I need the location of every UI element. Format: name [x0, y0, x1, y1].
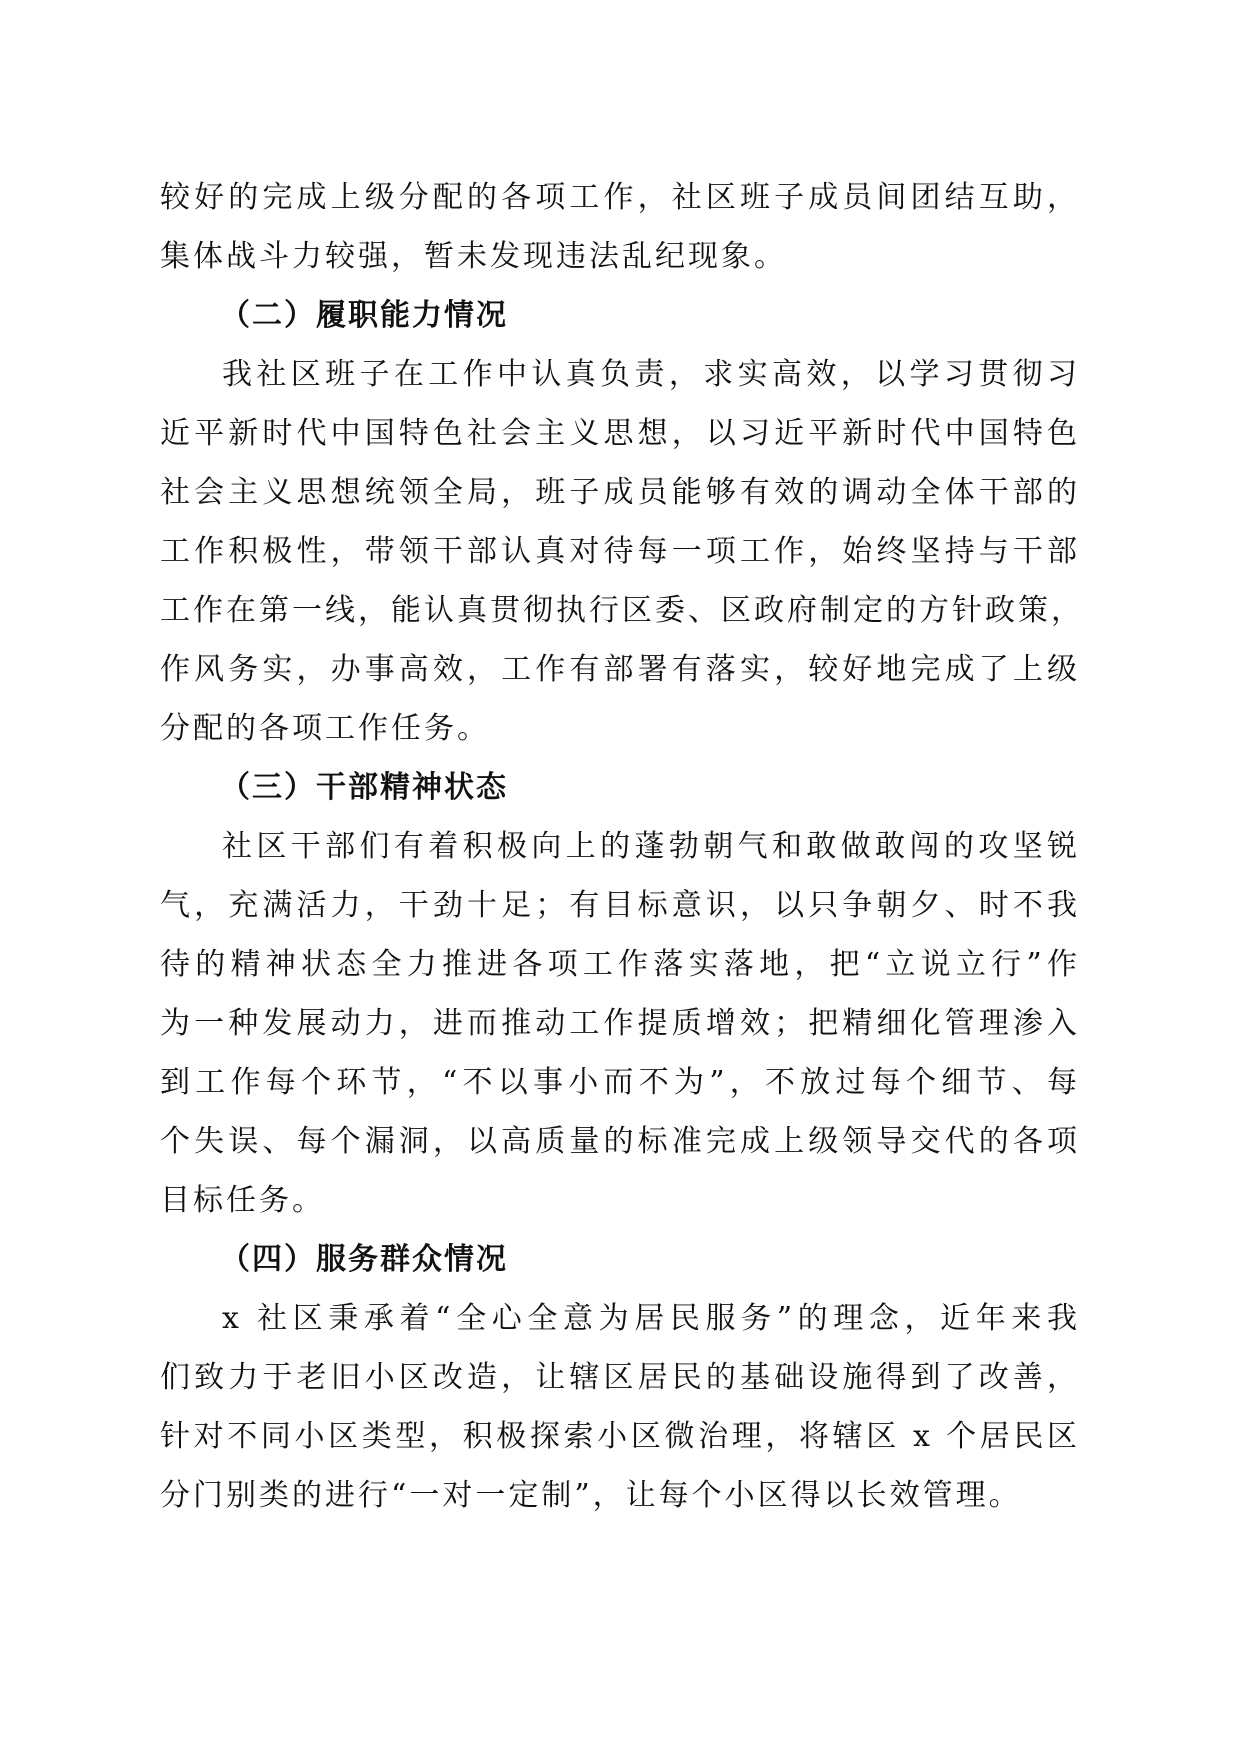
- document-page: [160, 168, 1084, 1525]
- text-line: 近平新时代中国特色社会主义思想，以习近平新时代中国特色: [160, 416, 1080, 451]
- paragraph-continuation: [160, 168, 1080, 286]
- paragraph-cadre-spirit: [160, 817, 1080, 1230]
- section-heading-cadre-spirit: （三）干部精神状态: [220, 770, 508, 805]
- text-line: 较好的完成上级分配的各项工作，社区班子成员间团结互助，: [160, 180, 1080, 215]
- section-heading-duty-capability: （二）履职能力情况: [220, 298, 508, 333]
- text-line: 集体战斗力较强，暂未发现违法乱纪现象。: [160, 239, 787, 274]
- text-line: 待的精神状态全力推进各项工作落实落地，把“立说立行”作: [160, 947, 1080, 982]
- paragraph-serving-masses: [160, 1289, 1080, 1525]
- text-line: 工作在第一线，能认真贯彻执行区委、区政府制定的方针政策，: [160, 593, 1084, 628]
- text-line: 目标任务。: [160, 1183, 325, 1218]
- text-line: 分门别类的进行“一对一定制”，让每个小区得以长效管理。: [160, 1478, 1022, 1513]
- text-line: 作风务实，办事高效，工作有部署有落实，较好地完成了上级: [160, 652, 1080, 687]
- text-line: 分配的各项工作任务。: [160, 711, 490, 746]
- text-line: 针对不同小区类型，积极探索小区微治理，将辖区 x 个居民区: [160, 1419, 1080, 1454]
- text-line: 到工作每个环节，“不以事小而不为”，不放过每个细节、每: [160, 1065, 1080, 1100]
- text-line: 个失误、每个漏洞，以高质量的标准完成上级领导交代的各项: [160, 1124, 1080, 1159]
- text-line: 社区干部们有着积极向上的蓬勃朝气和敢做敢闯的攻坚锐: [222, 829, 1080, 864]
- text-line: x 社区秉承着“全心全意为居民服务”的理念，近年来我: [222, 1301, 1080, 1336]
- text-line: 气，充满活力，干劲十足；有目标意识，以只争朝夕、时不我: [160, 888, 1080, 923]
- section-heading-serving-masses: （四）服务群众情况: [220, 1242, 508, 1277]
- text-line: 为一种发展动力，进而推动工作提质增效；把精细化管理渗入: [160, 1006, 1080, 1041]
- text-line: 们致力于老旧小区改造，让辖区居民的基础设施得到了改善，: [160, 1360, 1080, 1395]
- text-line: 工作积极性，带领干部认真对待每一项工作，始终坚持与干部: [160, 534, 1080, 569]
- paragraph-duty-capability: [160, 345, 1084, 758]
- text-line: 社会主义思想统领全局，班子成员能够有效的调动全体干部的: [160, 475, 1080, 510]
- text-line: 我社区班子在工作中认真负责，求实高效，以学习贯彻习: [222, 357, 1080, 392]
